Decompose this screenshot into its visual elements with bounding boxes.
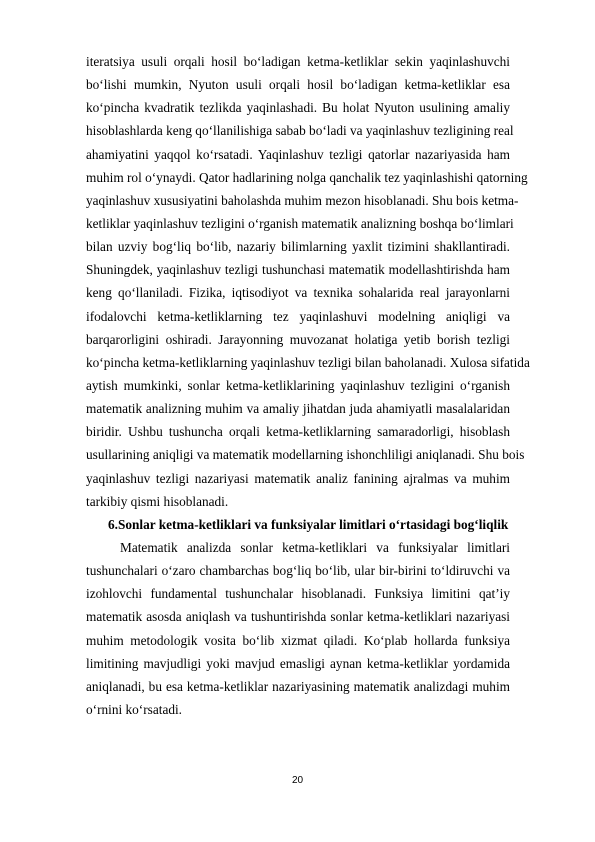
text-line: o‘rnini ko‘rsatadi. — [86, 701, 183, 717]
text-line: ifodalovchi ketma-ketliklarning tez yaqinlashuvi modelning aniqligi va — [86, 308, 510, 324]
section-heading: 6.Sonlar ketma-ketliklari va funksiyalar limitlari o‘rtasidagi bog‘liqlik — [108, 516, 509, 532]
page-number: 20 — [291, 775, 304, 786]
text-line: yaqinlashuv tezligi nazariyasi matematik analiz fanining ajralmas va muhim — [86, 470, 510, 486]
text-line: bilan uzviy bog‘liq bo‘lib, nazariy bilimlarning yaxlit tizimini shakllantiradi. — [86, 239, 510, 255]
text-line: muhim metodologik vosita bo‘lib xizmat qiladi. Ko‘plab hollarda funksiya — [86, 632, 510, 648]
text-line: biridir. Ushbu tushuncha orqali ketma-ketliklarning samaradorligi, hisoblash — [86, 424, 510, 440]
text-line: barqarorligini oshiradi. Jarayonning muvozanat holatiga yetib borish tezligi — [86, 331, 510, 347]
text-line: aniqlanadi, bu esa ketma-ketliklar nazariyasining matematik analizdagi muhim — [86, 678, 510, 694]
text-line: ketliklar yaqinlashuv tezligini o‘rganish matematik analizning boshqa bo‘limlari — [86, 215, 514, 231]
page-body — [86, 50, 530, 721]
text-line: keng qo‘llaniladi. Fizika, iqtisodiyot va texnika sohalarida real jarayonlarni — [86, 285, 510, 301]
text-line: tarkibiy qismi hisoblanadi. — [86, 493, 229, 509]
text-line: Shuningdek, yaqinlashuv tezligi tushunchasi matematik modellashtirishda ham — [86, 262, 510, 278]
text-line: iteratsiya usuli orqali hosil bo‘ladigan ketma-ketliklar sekin yaqinlashuvchi — [86, 54, 510, 69]
text-line: tushunchalari o‘zaro chambarchas bog‘liq bo‘lib, ular bir-birini to‘ldiruvchi va — [86, 563, 510, 579]
text-line: ko‘pincha ketma-ketliklarning yaqinlashuv tezligi bilan baholanadi. Xulosa sifatida — [86, 354, 530, 370]
text-line: limitining mavjudligi yoki mavjud emasligi aynan ketma-ketliklar yordamida — [86, 655, 510, 671]
text-line: matematik asosda aniqlash va tushuntirishda sonlar ketma-ketliklari nazariyasi — [86, 609, 510, 625]
paragraph-2 — [86, 536, 510, 721]
text-line: Matematik analizda sonlar ketma-ketliklari va funksiyalar limitlari — [120, 539, 510, 555]
text-line: yaqinlashuv xususiyatini baholashda muhim mezon hisoblanadi. Shu bois ketma- — [86, 192, 519, 208]
text-line: bo‘lishi mumkin, Nyuton usuli orqali hosil bo‘ladigan ketma-ketliklar esa — [86, 77, 510, 93]
text-line: ahamiyatini yaqqol ko‘rsatadi. Yaqinlashuv tezligi qatorlar nazariyasida ham — [86, 146, 510, 162]
text-line: izohlovchi fundamental tushunchalar hisoblanadi. Funksiya limitini qat’iy — [86, 586, 510, 602]
text-line: aytish mumkinki, sonlar ketma-ketliklarining yaqinlashuv tezligini o‘rganish — [86, 377, 510, 393]
paragraph-1 — [86, 50, 530, 513]
text-line: matematik analizning muhim va amaliy jihatdan juda ahamiyatli masalalaridan — [86, 401, 510, 417]
text-line: ko‘pincha kvadratik tezlikda yaqinlashadi. Bu holat Nyuton usulining amaliy — [86, 100, 510, 116]
text-line: muhim rol o‘ynaydi. Qator hadlarining nolga qanchalik tez yaqinlashishi qatorning — [86, 169, 528, 185]
text-line: hisoblashlarda keng qo‘llanilishiga sabab bo‘ladi va yaqinlashuv tezligining real — [86, 123, 514, 139]
text-line: usullarining aniqligi va matematik modellarning ishonchliligi aniqlanadi. Shu bois — [86, 447, 525, 463]
